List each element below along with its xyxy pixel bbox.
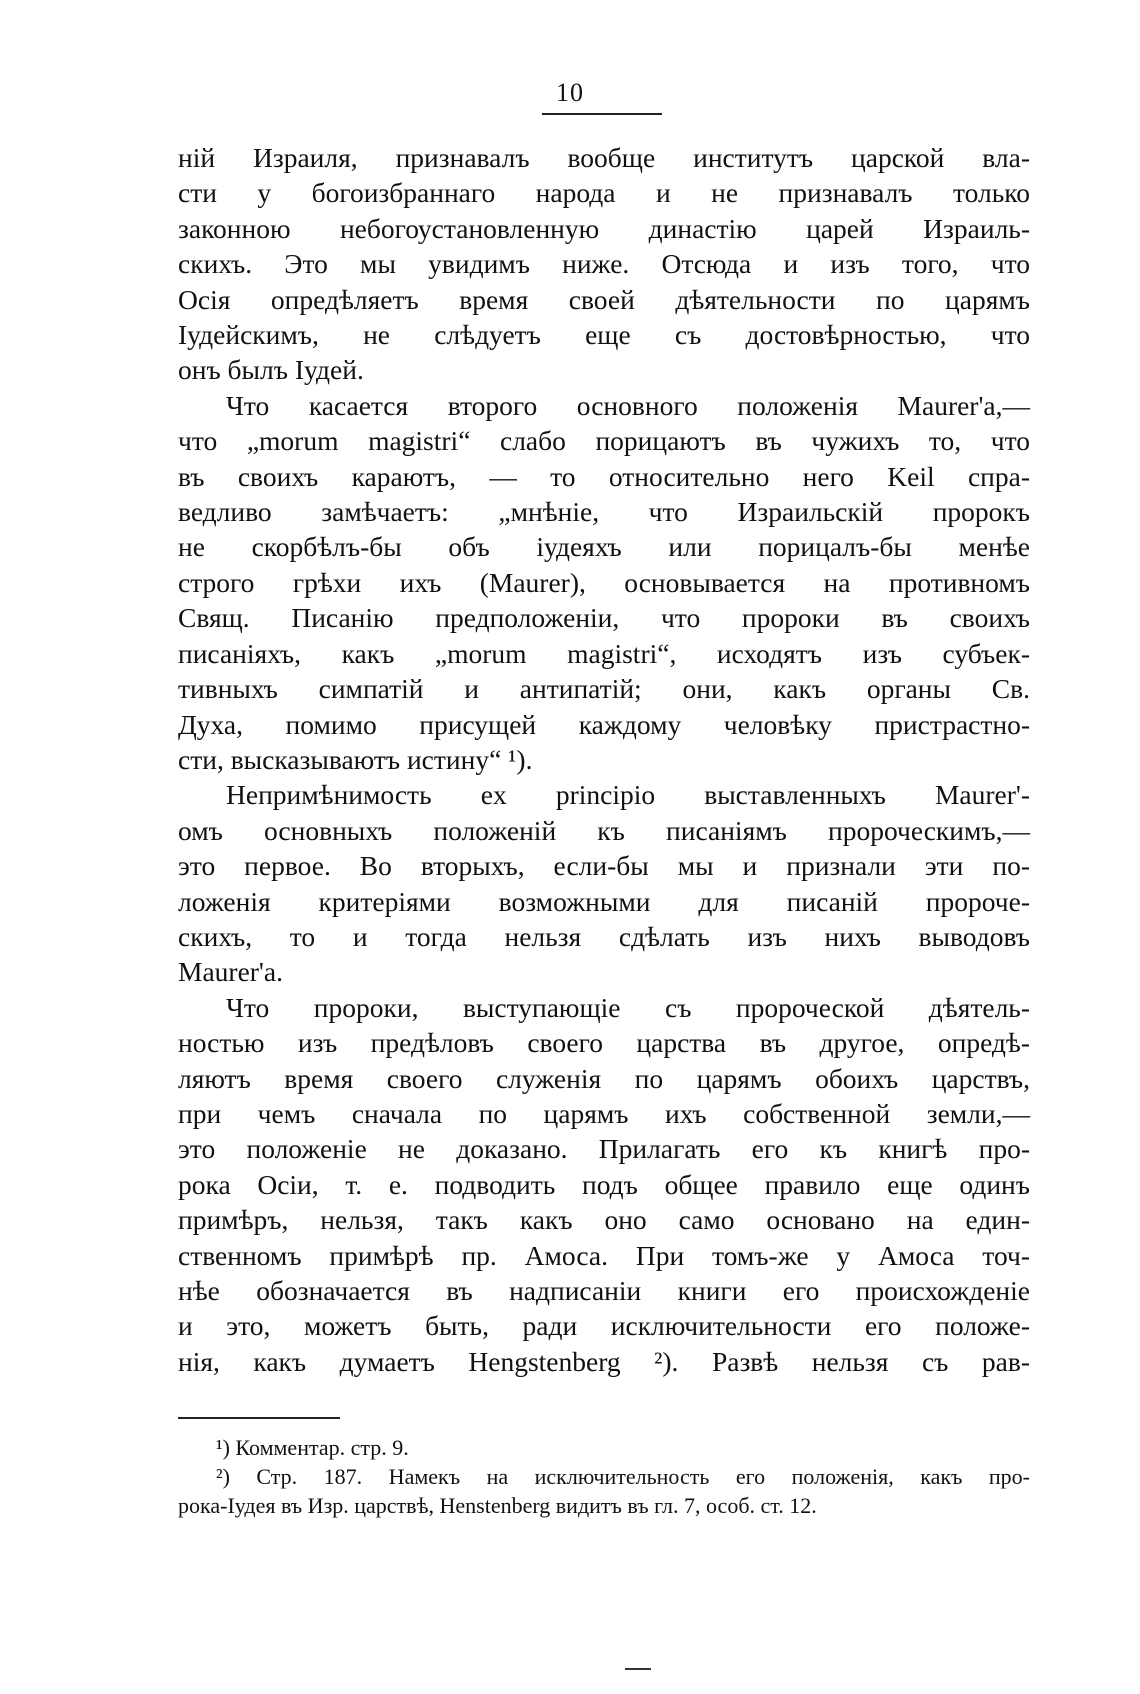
text-line: нѣе обозначается въ надписанiи книги его происхожденiе: [178, 1275, 1030, 1306]
text-line: Осiя опредѣляетъ время своей дѣятельности по царямъ: [178, 283, 1030, 315]
text-line: Maurer'а.: [178, 956, 283, 988]
text-line: ляютъ время своего служенiя по царямъ обоихъ царствъ,: [178, 1062, 1030, 1094]
text-line: Iудейскимъ, не слѣдуетъ еще съ достовѣрностью, что: [178, 319, 1030, 351]
text-line: ведливо замѣчаетъ: „мнѣнiе, что Израильскiй пророкъ: [178, 496, 1030, 528]
footnote-line: ²) Стр. 187. Намекъ на исключительность его положенiя, какъ про-: [216, 1464, 1030, 1489]
text-line: нiя, какъ думаетъ Hengstenberg ²). Развѣ нельзя съ рав-: [178, 1345, 1030, 1377]
page-number: 10: [556, 78, 584, 107]
body-text: [178, 140, 1030, 1379]
text-line: рока Осiи, т. е. подводить подъ общее правило еще одинъ: [178, 1168, 1030, 1200]
text-line: нiй Израиля, признавалъ вообще институтъ царской вла-: [178, 142, 1030, 173]
paragraph: [178, 990, 1030, 1379]
text-line: тивныхъ симпатiй и антипатiй; они, какъ органы Св.: [178, 673, 1030, 705]
text-line: законною небогоустановленную династiю царей Израиль-: [178, 212, 1030, 244]
text-line: омъ основныхъ положенiй къ писанiямъ пророческимъ,—: [178, 814, 1030, 846]
text-line: сти у богоизбраннаго народа и не признавалъ только: [178, 177, 1030, 209]
footnote-line: ¹) Комментар. стр. 9.: [216, 1435, 409, 1460]
text-line: это положенiе не доказано. Прилагать его къ книгѣ про-: [178, 1133, 1030, 1165]
text-line: и это, можетъ быть, ради исключительности его положе-: [178, 1310, 1030, 1342]
text-line: ственномъ примѣрѣ пр. Амоса. При томъ-же у Амоса точ-: [178, 1239, 1030, 1271]
text-line: писанiяхъ, какъ „morum magistri“, исходятъ изъ субъек-: [178, 637, 1030, 669]
footnote: [178, 1433, 1030, 1462]
text-line: онъ былъ Iудей.: [178, 354, 364, 386]
text-line: не скорбѣлъ-бы объ iудеяхъ или порицалъ-бы менѣе: [178, 531, 1030, 563]
text-line: Что касается второго основного положенiя Maurer'а,—: [226, 389, 1030, 421]
bottom-mark: [625, 1668, 651, 1670]
text-line: сти, высказываютъ истину“ ¹).: [178, 743, 533, 775]
text-line: ностью изъ предѣловъ своего царства въ другое, опредѣ-: [178, 1027, 1030, 1059]
text-line: ложенiя критерiями возможными для писанiй пророче-: [178, 885, 1030, 917]
paragraph: [178, 140, 1030, 388]
text-line: Свящ. Писанiю предположенiи, что пророки въ своихъ: [178, 602, 1030, 634]
text-line: это первое. Во вторыхъ, если-бы мы и признали эти по-: [178, 850, 1030, 882]
text-line: скихъ. Это мы увидимъ ниже. Отсюда и изъ того, что: [178, 248, 1030, 280]
text-line: строго грѣхи ихъ (Maurer), основывается на противномъ: [178, 566, 1030, 598]
text-line: что „morum magistri“ слабо порицаютъ въ чужихъ то, что: [178, 425, 1030, 457]
text-line: скихъ, то и тогда нельзя сдѣлать изъ нихъ выводовъ: [178, 920, 1030, 952]
footnote-rule: [178, 1417, 340, 1419]
text-line: Непримѣнимость ex principio выставленныхъ Maurer'-: [226, 779, 1030, 811]
paragraph: [178, 777, 1030, 989]
footnote-line: рока-Iудея въ Изр. царствѣ, Henstenberg видитъ въ гл. 7, особ. ст. 12.: [178, 1493, 817, 1518]
page-number-rule: [542, 113, 662, 115]
paragraph: [178, 388, 1030, 777]
footnote: [178, 1462, 1030, 1520]
text-line: при чемъ сначала по царямъ ихъ собственной земли,—: [178, 1097, 1030, 1129]
text-line: въ своихъ караютъ, — то относительно него Keil спра-: [178, 460, 1030, 492]
text-line: Духа, помимо присущей каждому человѣку пристрастно-: [178, 708, 1030, 740]
footnotes: [178, 1433, 1030, 1520]
text-line: примѣръ, нельзя, такъ какъ оно само основано на един-: [178, 1204, 1030, 1236]
text-line: Что пророки, выступающiе съ пророческой дѣятель-: [226, 991, 1030, 1023]
